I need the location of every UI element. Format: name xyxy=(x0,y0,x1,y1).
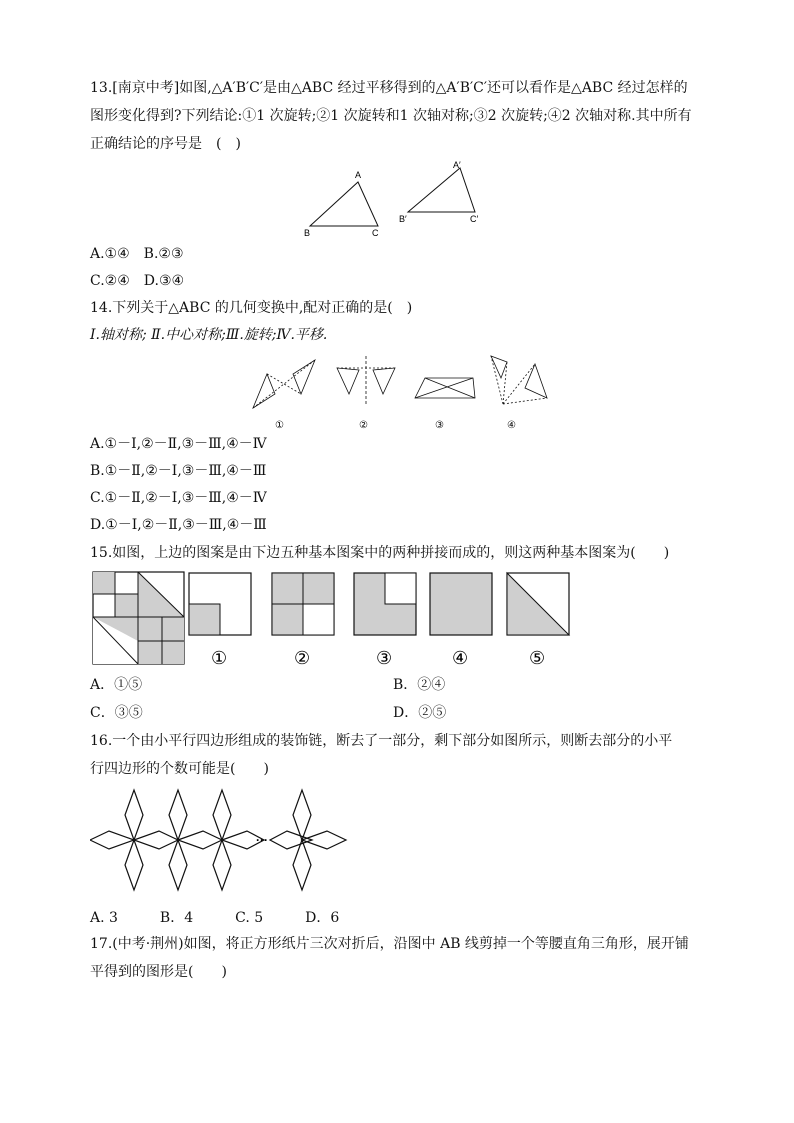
q17-line1: 17.(中考·荆州)如图，将正方形纸片三次对折后，沿图中 AB 线剪掉一个等腰直角三角形，展开铺 xyxy=(90,936,689,952)
q16-line1: 16.一个由小平行四边形组成的装饰链，断去了一部分，剩下部分如图所示，则断去部分的小平 xyxy=(90,733,673,749)
q15-option-a: A．①⑤ xyxy=(90,677,143,693)
tile-label-3: ③ xyxy=(376,648,393,668)
fig-label-1: ① xyxy=(275,420,284,430)
q17-line2: 平得到的图形是( ) xyxy=(90,964,227,980)
composite-pattern xyxy=(93,572,184,664)
tile-label-4: ④ xyxy=(452,648,469,668)
label-B: B xyxy=(304,228,311,238)
tile-4 xyxy=(430,573,492,635)
q14-option-a: A.①－Ⅰ,②－Ⅱ,③－Ⅲ,④－Ⅳ xyxy=(90,436,267,452)
chain-dots: ··· xyxy=(256,833,268,847)
q15-figures xyxy=(92,571,574,671)
q14-option-c: C.①－Ⅱ,②－Ⅰ,③－Ⅲ,④－Ⅳ xyxy=(90,490,267,506)
q13-options-ab: A.①④ B.②③ xyxy=(90,246,184,262)
q15-stem: 15.如图，上边的图案是由下边五种基本图案中的两种拼接而成的，则这两种基本图案为( ) xyxy=(90,545,670,561)
q14-figures xyxy=(245,348,555,430)
q16-options: A. 3 B．4 C. 5 D．6 xyxy=(90,910,340,926)
label-A-prime: A′ xyxy=(453,160,461,170)
q13-line2: 图形变化得到?下列结论:①1 次旋转;②1 次旋转和1 次轴对称;③2 次旋转;④2 次轴对称.其中所有 xyxy=(90,108,692,124)
q14-legend: Ⅰ.轴对称; Ⅱ.中心对称;Ⅲ.旋转;Ⅳ.平移. xyxy=(90,327,328,343)
tile-label-5: ⑤ xyxy=(529,648,546,668)
q16-line2: 行四边形的个数可能是( ) xyxy=(90,761,269,777)
q14-stem: 14.下列关于△ABC 的几何变换中,配对正确的是( ) xyxy=(90,300,413,316)
q16-chain xyxy=(90,788,350,892)
fig-label-4: ④ xyxy=(507,420,516,430)
q14-option-d: D.①－Ⅰ,②－Ⅱ,③－Ⅲ,④－Ⅲ xyxy=(90,517,267,533)
tile-label-1: ① xyxy=(211,648,228,668)
q13-figure xyxy=(300,160,490,240)
label-C: C xyxy=(372,228,379,238)
fig-label-3: ③ xyxy=(435,420,444,430)
label-B-prime: B′ xyxy=(399,214,407,224)
fig-label-2: ② xyxy=(359,420,368,430)
q15-option-c: C．③⑤ xyxy=(90,705,143,721)
tile-label-2: ② xyxy=(294,648,311,668)
tile-1 xyxy=(189,573,251,635)
tile-5 xyxy=(507,573,569,635)
q13-line3: 正确结论的序号是 ( ) xyxy=(90,136,241,152)
tile-3 xyxy=(354,573,416,635)
label-A: A xyxy=(355,170,362,180)
q14-option-b: B.①－Ⅱ,②－Ⅰ,③－Ⅲ,④－Ⅲ xyxy=(90,463,267,479)
q15-option-b: B．②④ xyxy=(393,677,446,693)
q13-line1: 13.[南京中考]如图,△A′B′C′是由△ABC 经过平移得到的△A′B′C′还可以看作是△ABC 经过怎样的 xyxy=(90,80,688,96)
label-C-prime: C′ xyxy=(470,214,479,224)
q13-options-cd: C.②④ D.③④ xyxy=(90,273,185,289)
q15-option-d: D．②⑤ xyxy=(393,705,447,721)
tile-2 xyxy=(272,573,334,635)
